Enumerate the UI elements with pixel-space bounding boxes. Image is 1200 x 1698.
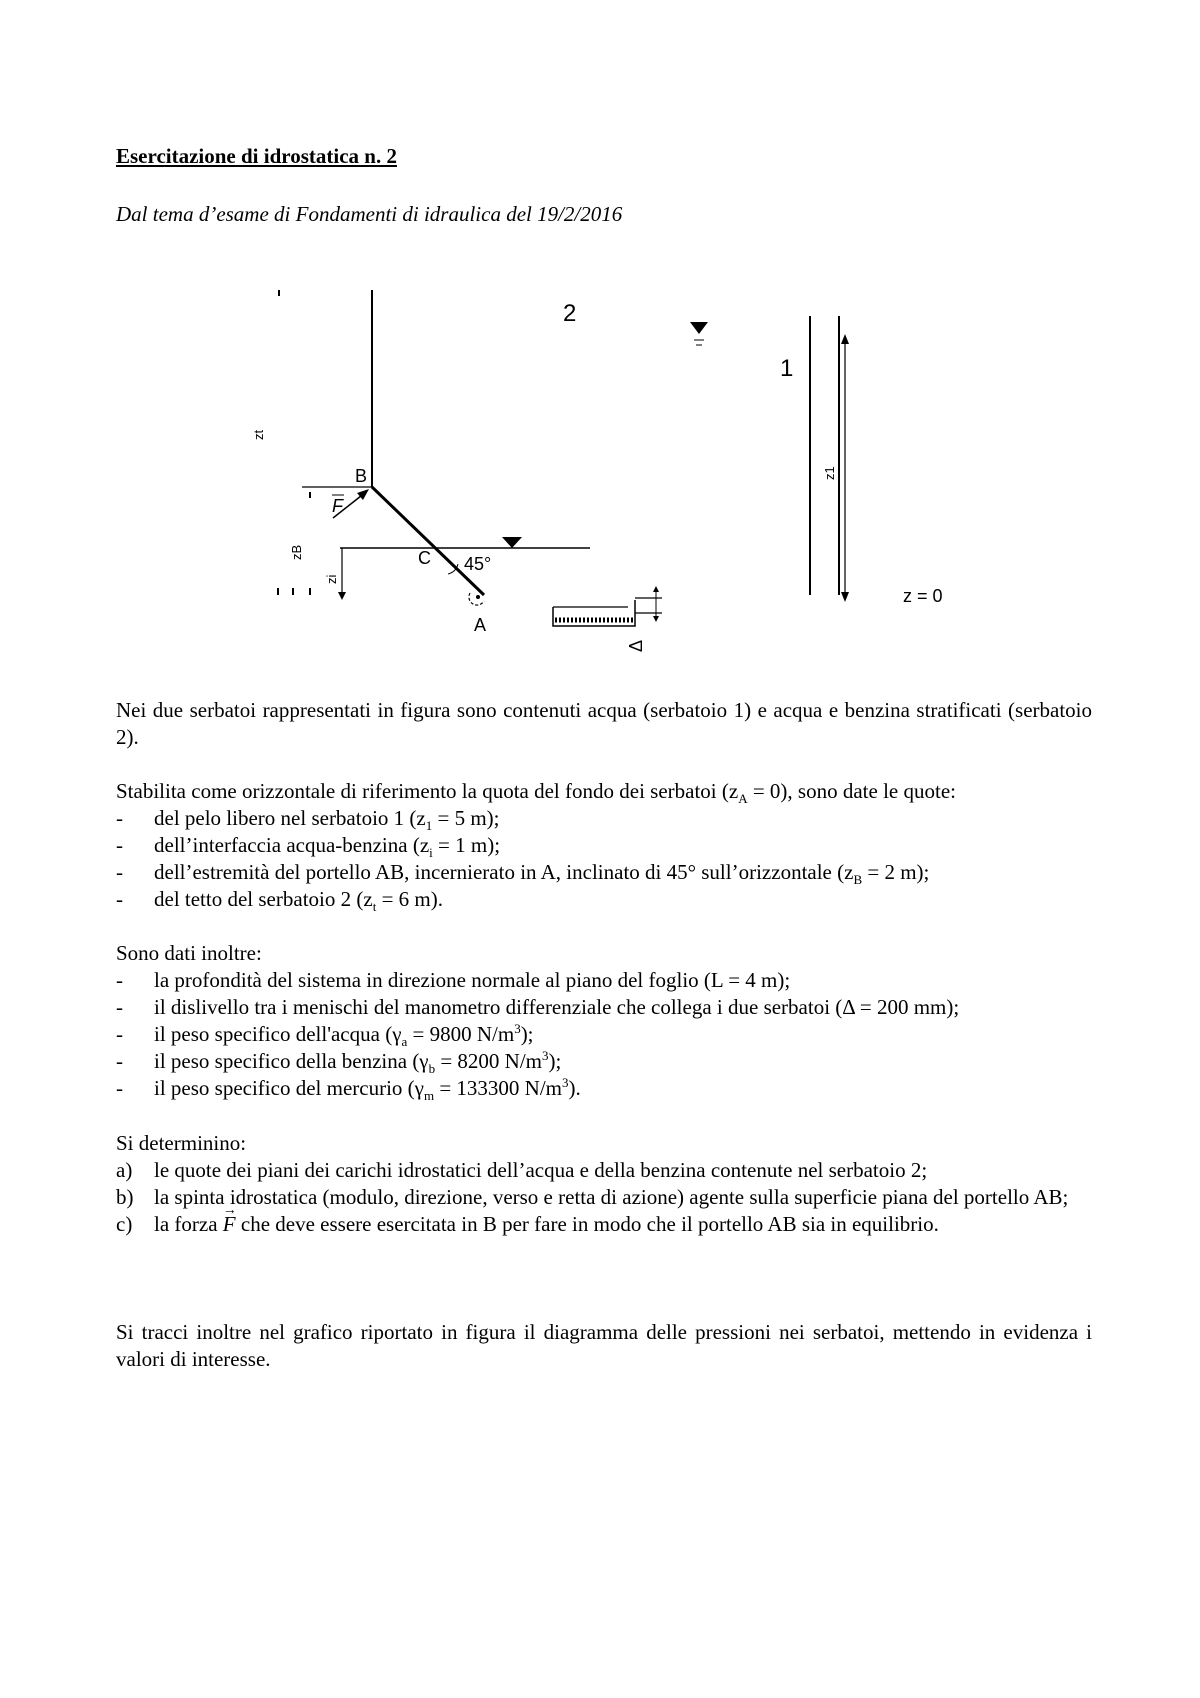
task-post: che deve essere esercitata in B per fare in modo che il portello AB sia in equilibrio. [235, 1212, 939, 1236]
item-mid: = 9800 N/m [407, 1022, 515, 1046]
item-sup: 3 [514, 1021, 521, 1036]
item-post: = 6 m). [376, 887, 443, 911]
item-sub: 1 [425, 818, 433, 834]
item-post: = 2 m); [862, 860, 930, 884]
quotes-intro-end: = 0), sono date le quote: [747, 779, 956, 803]
item-mid: = 8200 N/m [435, 1049, 543, 1073]
exercise-title: Esercitazione di idrostatica n. 2 [116, 144, 397, 168]
angle-label: 45° [464, 554, 492, 574]
list-item [116, 859, 1092, 886]
quote-list [116, 805, 1092, 913]
tasks-list [116, 1157, 1092, 1238]
item-sub: b [428, 1061, 436, 1077]
tasks-section [116, 1130, 1092, 1238]
quotes-intro [116, 778, 1092, 805]
data-intro: Sono dati inoltre: [116, 941, 262, 965]
surface-triangle-icon [690, 322, 708, 334]
hinge-a-dot [476, 595, 480, 599]
point-a-label: A [474, 615, 487, 635]
item-sup: 3 [542, 1048, 549, 1063]
hydrostatics-figure [0, 280, 1200, 660]
item-pre: del tetto del serbatoio 2 (z [154, 887, 373, 911]
list-item [116, 1075, 1092, 1102]
closing-text: Si tracci inoltre nel grafico riportato in figura il diagramma delle pressioni nei serbatoi, mettendo in evidenza i valori di interesse. [116, 1320, 1092, 1371]
item-post: = 1 m); [432, 833, 501, 857]
point-b-label: B [355, 466, 368, 486]
item-sub: m [423, 1088, 435, 1104]
closing-paragraph [116, 1319, 1092, 1373]
list-item [116, 994, 1092, 1021]
tank1-label: 1 [780, 355, 794, 382]
task-mark: c) [116, 1212, 133, 1236]
zi-arrowhead [338, 592, 346, 600]
item-post: ); [520, 1022, 534, 1046]
data-list [116, 967, 1092, 1102]
list-item [116, 1021, 1092, 1048]
quotes-intro-sub: A [738, 791, 748, 807]
item-pre: del pelo libero nel serbatoio 1 (z [154, 806, 426, 830]
figure-svg [0, 280, 1200, 660]
item-mid: = 133300 N/m [434, 1076, 562, 1100]
item-text: il dislivello tra i menischi del manometro differenziale che collega i due serbatoi (Δ = 200 mm); [154, 995, 960, 1019]
item-sup: 3 [562, 1075, 569, 1090]
item-sub: t [372, 899, 377, 915]
force-f-label: F [332, 496, 343, 516]
item-post: = 5 m); [432, 806, 500, 830]
item-text: la profondità del sistema in direzione normale al piano del foglio (L = 4 m); [154, 968, 791, 992]
zi-label: zi [324, 574, 339, 584]
task-mark: b) [116, 1185, 134, 1209]
z1-arrowhead-bottom [841, 592, 849, 602]
data-section [116, 940, 1092, 1102]
tasks-intro: Si determinino: [116, 1131, 247, 1155]
bullet-mark: - [116, 1076, 123, 1100]
list-item [116, 832, 1092, 859]
item-post: ); [548, 1049, 562, 1073]
item-sub: a [401, 1034, 408, 1050]
task-pre: la forza [154, 1212, 223, 1236]
z-zero-label: z = 0 [903, 586, 943, 606]
item-pre: il peso specifico della benzina (γ [154, 1049, 429, 1073]
force-vector-symbol: → F [223, 1211, 236, 1238]
tank2-label: 2 [563, 300, 577, 327]
manometer-tube [553, 600, 635, 626]
exam-subtitle: Dal tema d’esame di Fondamenti di idraulica del 19/2/2016 [116, 202, 623, 226]
z1-label: z1 [822, 466, 837, 480]
bullet-mark: - [116, 833, 123, 857]
intro-text: Nei due serbatoi rappresentati in figura sono contenuti acqua (serbatoio 1) e acqua e benzina stratificati (serbatoio 2). [116, 698, 1092, 749]
task-mark: a) [116, 1158, 133, 1182]
list-item [116, 805, 1092, 832]
quotes-intro-pre: Stabilita come orizzontale di riferimento la quota del fondo dei serbatoi (z [116, 779, 739, 803]
list-item [116, 1157, 1092, 1184]
item-post: ). [568, 1076, 581, 1100]
item-pre: dell’interfaccia acqua-benzina (z [154, 833, 430, 857]
delta-arrowhead-top [653, 586, 659, 592]
bullet-mark: - [116, 1049, 123, 1073]
list-item [116, 1048, 1092, 1075]
bullet-mark: - [116, 887, 123, 911]
bullet-mark: - [116, 995, 123, 1019]
interface-triangle-icon [502, 537, 522, 548]
delta-arrowhead-bottom [653, 616, 659, 622]
list-item [116, 1184, 1092, 1211]
intro-paragraph [116, 697, 1092, 751]
list-item [116, 967, 1092, 994]
z1-arrowhead-top [841, 334, 849, 344]
item-sub: B [853, 872, 863, 888]
zb-label: zB [289, 544, 304, 560]
bullet-mark: - [116, 806, 123, 830]
point-c-label: C [418, 548, 431, 568]
bullet-mark: - [116, 860, 123, 884]
item-pre: il peso specifico dell'acqua (γ [154, 1022, 402, 1046]
gate-ab [372, 487, 484, 595]
task-text: le quote dei piani dei carichi idrostatici dell’acqua e della benzina contenute nel serbatoio 2; [154, 1158, 928, 1182]
zt-label: zt [251, 429, 266, 440]
item-pre: il peso specifico del mercurio (γ [154, 1076, 424, 1100]
delta-label: Δ [626, 639, 646, 652]
task-text: la spinta idrostatica (modulo, direzione, verso e retta di azione) agente sulla superficie piana del portello AB; [154, 1185, 1069, 1209]
item-sub: i [429, 845, 433, 861]
list-item [116, 1211, 1092, 1238]
bullet-mark: - [116, 968, 123, 992]
quotes-section [116, 778, 1092, 913]
list-item [116, 886, 1092, 913]
bullet-mark: - [116, 1022, 123, 1046]
item-pre: dell’estremità del portello AB, incernierato in A, inclinato di 45° sull’orizzontale (z [154, 860, 854, 884]
